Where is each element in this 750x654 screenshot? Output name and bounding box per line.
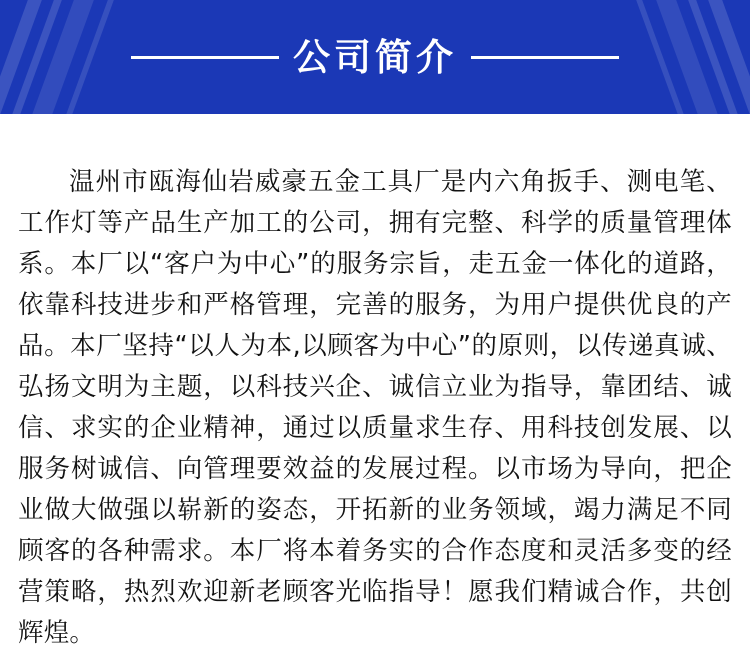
stripe-shape — [701, 0, 750, 114]
page-title: 公司简介 — [293, 35, 457, 79]
diagonal-stripes-decoration-left — [0, 0, 130, 114]
stripe-shape — [0, 0, 49, 114]
stripe-shape — [629, 0, 693, 114]
banner-title-group — [131, 14, 619, 101]
stripe-shape — [57, 0, 121, 114]
page-header-banner — [0, 0, 750, 114]
title-rule-right-icon — [471, 56, 619, 59]
page-content — [0, 114, 750, 654]
stripe-shape — [3, 0, 69, 114]
stripe-shape — [681, 0, 747, 114]
diagonal-stripes-decoration-right — [620, 0, 750, 114]
stripe-shape — [649, 0, 727, 114]
company-profile-paragraph: 温州市瓯海仙岩威豪五金工具厂是内六角扳手、测电笔、工作灯等产品生产加工的公司，拥有完整、科学的质量管理体系。本厂以“客户为中心”的服务宗旨，走五金一体化的道路，依靠科技进步和严格管理，完善的服务，为用户提供优良的产品。本厂坚持“以人为本,以顾客为中心”的原则，以传递真诚、弘扬文明为主题，以科技兴企、诚信立业为指导，靠团结、诚信、求实的企业精神，通过以质量求生存、用科技创发展、以服务树诚信、向管理要效益的发展过程。以市场为导向，把企业做大做强以崭新的姿态，开拓新的业务领域，竭力满足不同顾客的各种需求。本厂将本着务实的合作态度和灵活多变的经营策略，热烈欢迎新老顾客光临指导！愿我们精诚合作，共创辉煌。 — [18, 166, 732, 648]
title-rule-left-icon — [131, 56, 279, 59]
stripe-shape — [23, 0, 101, 114]
